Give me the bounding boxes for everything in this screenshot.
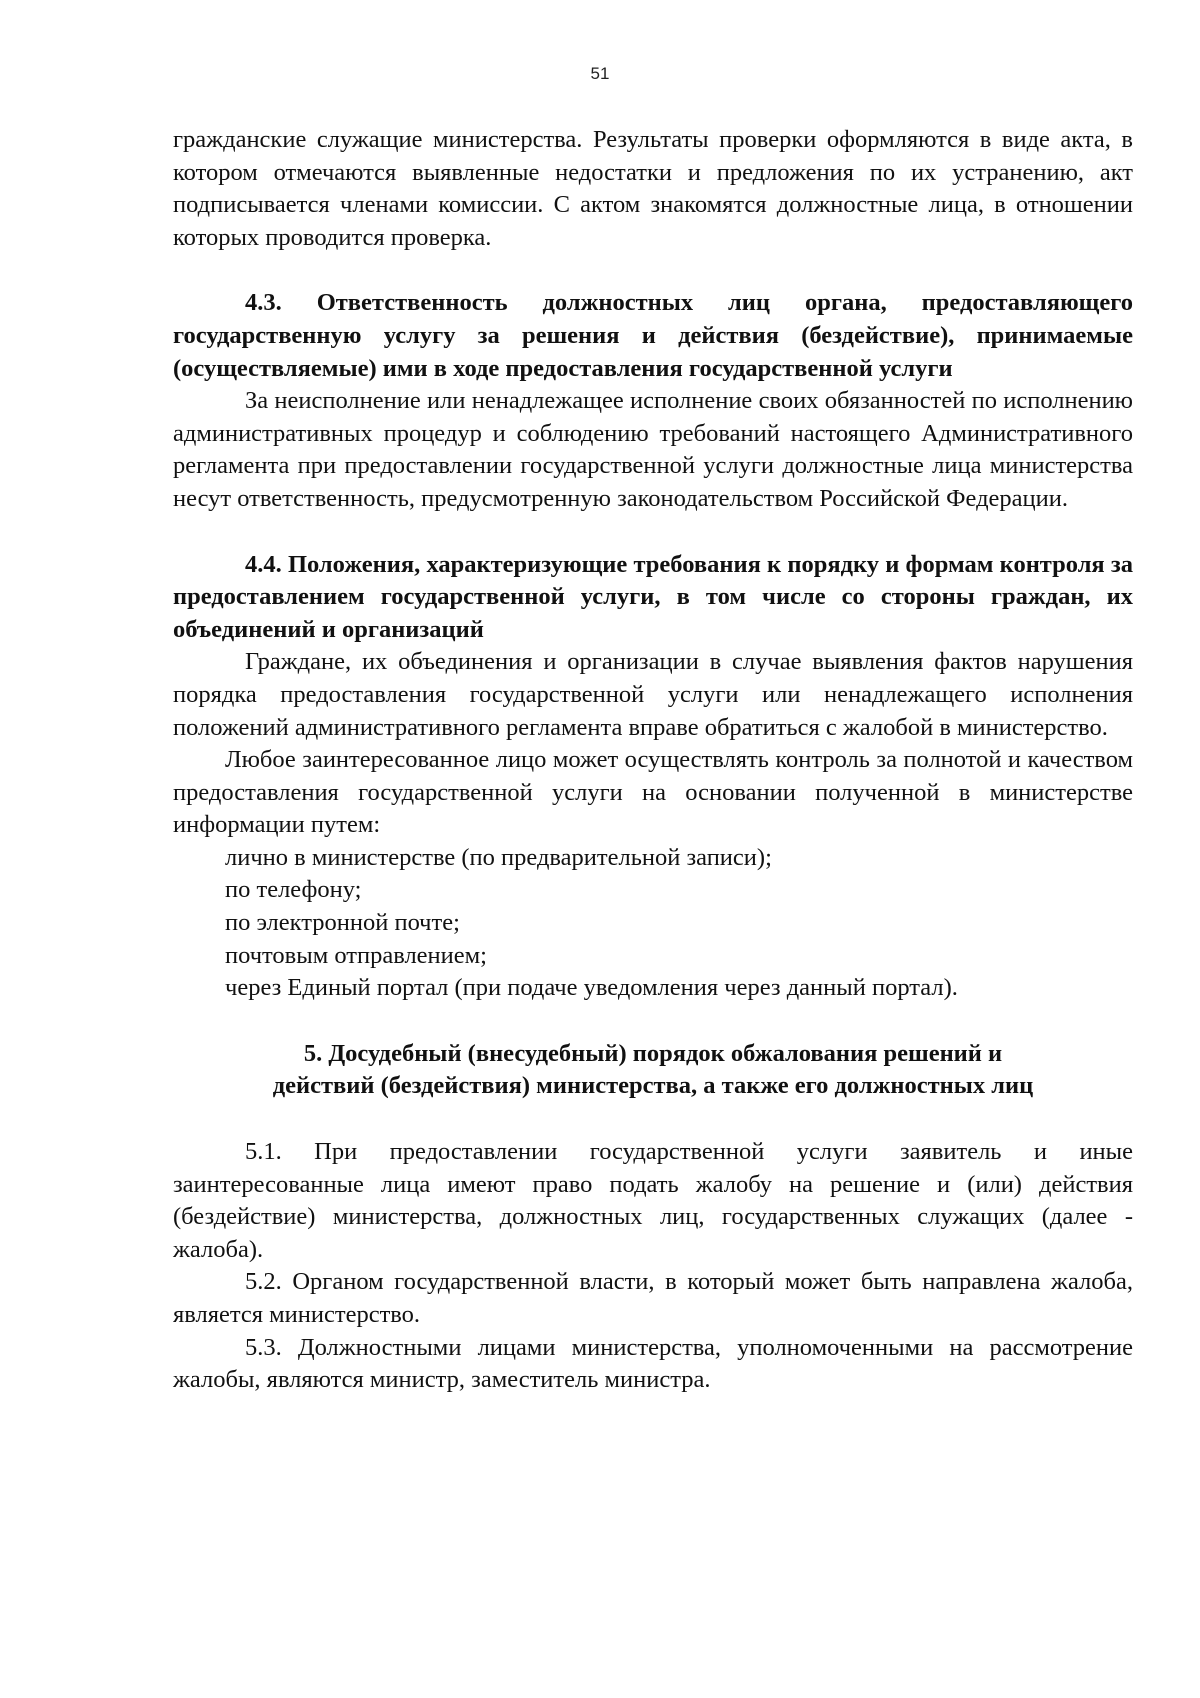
- paragraph-5-1: 5.1. При предоставлении государственной услуги заявитель и иные заинтересованные лица имеют право подать жалобу на решение и (или) действия (бездействие) министерства, должностных лиц, государственных служащих (далее - жалоба).: [173, 1138, 1133, 1263]
- paragraph-citizens-complaint: Граждане, их объединения и организации в случае выявления фактов нарушения порядка предоставления государственной услуги или ненадлежащего исполнения положений административного регламента вправе обратиться с жалобой в министерство.: [173, 648, 1133, 741]
- paragraph-5-2: 5.2. Органом государственной власти, в который может быть направлена жалоба, является министерство.: [173, 1268, 1133, 1328]
- list-item: по телефону;: [225, 876, 362, 904]
- paragraph-responsibility: За неисполнение или ненадлежащее исполнение своих обязанностей по исполнению административных процедур и соблюдению требований настоящего Административного регламента при предоставлении государственной услуги должностные лица министерства несут ответственность, предусмотренную законодательством Российской Федерации.: [173, 387, 1133, 512]
- section-heading-5-line-2: действий (бездействия) министерства, а также его должностных лиц: [272, 1072, 1034, 1100]
- paragraph-inspection-results: гражданские служащие министерства. Результаты проверки оформляются в виде акта, в котором отмечаются выявленные недостатки и предложения по их устранению, акт подписывается членами комиссии. С актом знакомятся должностные лица, в отношении которых проводится проверка.: [173, 126, 1133, 251]
- spacer: [173, 254, 1133, 287]
- paragraph-control-methods: Любое заинтересованное лицо может осуществлять контроль за полнотой и качеством предоставления государственной услуги на основании полученной в министерстве информации путем:: [173, 746, 1133, 839]
- section-heading-5-line-1: 5. Досудебный (внесудебный) порядок обжалования решений и: [303, 1039, 1003, 1067]
- list-item: почтовым отправлением;: [225, 941, 487, 969]
- spacer: [173, 1005, 1133, 1038]
- document-body: [173, 124, 1133, 1397]
- paragraph-5-3: 5.3. Должностными лицами министерства, уполномоченными на рассмотрение жалобы, являются министр, заместитель министра.: [173, 1333, 1133, 1394]
- list-item: через Единый портал (при подаче уведомления через данный портал).: [225, 974, 958, 1002]
- section-heading-4-3: 4.3. Ответственность должностных лиц органа, предоставляющего государственную услугу за решения и действия (бездействие), принимаемые (осуществляемые) ими в ходе предоставления государственной услуги: [173, 289, 1133, 382]
- list-item: по электронной почте;: [225, 909, 460, 937]
- list-item: лично в министерстве (по предварительной записи);: [225, 843, 772, 871]
- spacer: [173, 1103, 1133, 1136]
- page-number: 51: [590, 64, 610, 83]
- spacer: [173, 516, 1133, 549]
- section-heading-4-4: 4.4. Положения, характеризующие требования к порядку и формам контроля за предоставлением государственной услуги, в том числе со стороны граждан, их объединений и организаций: [173, 550, 1133, 643]
